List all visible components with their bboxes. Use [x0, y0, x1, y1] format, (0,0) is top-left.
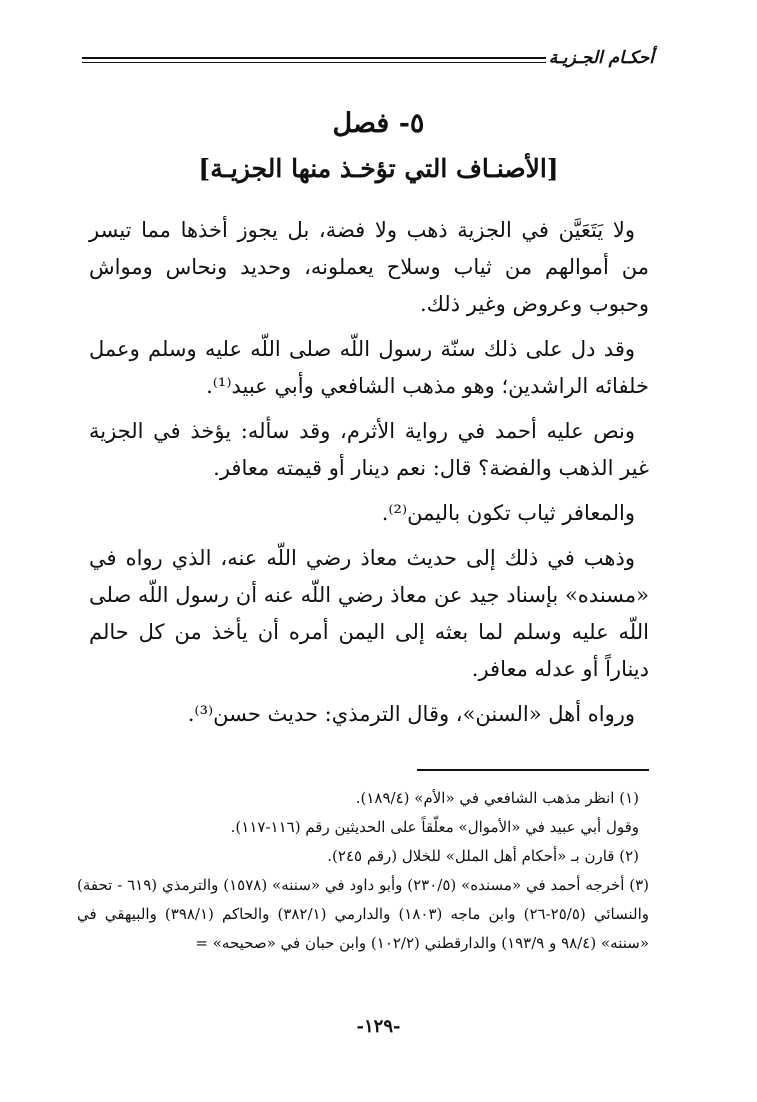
paragraph: ونص عليه أحمد في رواية الأثرم، وقد سأله: يؤخذ في الجزية غير الذهب والفضة؟ قال: نعم دينار أو قيمته معافر. [89, 419, 649, 480]
section-number: ٥- فصل [332, 108, 425, 139]
paragraph: وذهب في ذلك إلى حديث معاذ رضي اللّه عنه، الذي رواه في «مسنده» بإسناد جيد عن معاذ رضي اللّه عنه أن رسول اللّه صلى اللّه عليه وسلم لما بعثه إلى اليمن أمره أن يأخذ من كل حالم ديناراً أو عدله معافر. [89, 546, 649, 681]
page-number: -١٢٩- [356, 1016, 401, 1037]
body-text [89, 212, 649, 733]
section-title: [الأصنـاف التي تؤخـذ منها الجزيـة] [198, 154, 559, 183]
running-head [82, 48, 654, 76]
footnote: (١) انظر مذهب الشافعي في «الأم» (١٨٩/٤). [355, 789, 639, 807]
running-head-rule [82, 57, 546, 63]
running-head-title: أحكـام الجـزيـة [548, 48, 654, 68]
footnote: (٢) قارن بـ «أحكام أهل الملل» للخلال (رقم ٢٤٥). [327, 847, 639, 865]
footnote: وقول أبي عبيد في «الأموال» معلّقاً على الحديثين رقم (١١٦-١١٧). [230, 818, 639, 836]
paragraph: ولا يَتَعَيَّن في الجزية ذهب ولا فضة، بل يجوز أخذها مما تيسر من أموالهم من ثياب وسلاح يعملونه، وحديد ونحاس ومواش وحبوب وعروض وغير ذلك. [89, 218, 649, 316]
footnote-separator [417, 769, 649, 771]
footnotes [77, 784, 649, 958]
paragraph: والمعافر ثياب تكون باليمن⁽²⁾. [381, 501, 635, 525]
paragraph: ورواه أهل «السنن»، وقال الترمذي: حديث حسن⁽³⁾. [187, 702, 635, 726]
paragraph: وقد دل على ذلك سنّة رسول اللّه صلى اللّه عليه وسلم وعمل خلفائه الراشدين؛ وهو مذهب الشافعي وأبي عبيد⁽¹⁾. [89, 337, 649, 398]
footnote: (٣) أخرجه أحمد في «مسنده» (٢٣٠/٥) وأبو داود في «سننه» (١٥٧٨) والترمذي (٦١٩ - تحفة) والنسائي (٢٥/٥-٢٦) وابن ماجه (١٨٠٣) والدارمي (٣٨٢/١) والحاكم (٣٩٨/١) والبيهقي في «سننه» (٩٨/٤ و ١٩٣/٩) والدارقطني (١٠٢/٢) وابن حبان في «صحيحه» = [77, 876, 649, 952]
